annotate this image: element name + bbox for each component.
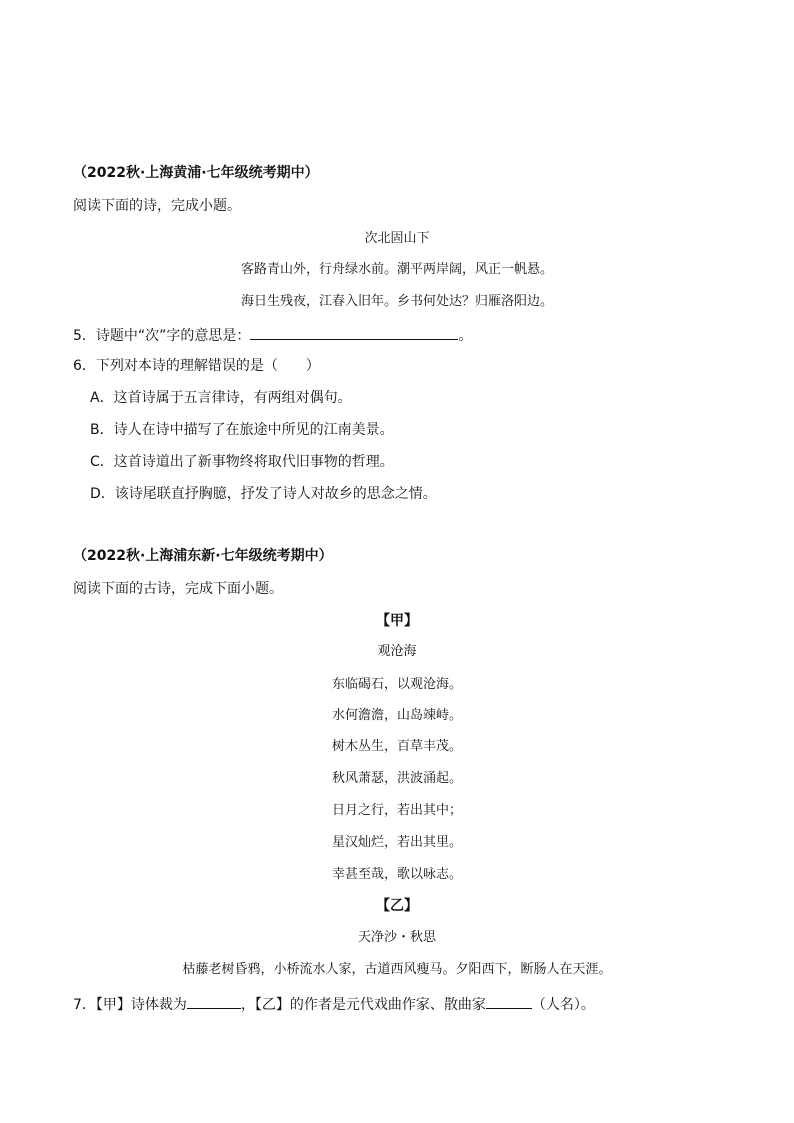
answer-blank[interactable]	[250, 325, 458, 340]
instruction-1: 阅读下面的诗，完成小题。	[73, 198, 241, 214]
question-7-part3: （人名）。	[531, 997, 595, 1013]
option-c[interactable]: C．这首诗道出了新事物终将取代旧事物的哲理。	[90, 454, 394, 470]
option-a[interactable]: A．这首诗属于五言律诗，有两组对偶句。	[90, 390, 352, 406]
poem-label-jia: 【甲】	[376, 613, 418, 629]
poem-line: 秋风萧瑟，洪波涌起。	[331, 771, 462, 786]
question-5-suffix: 。	[458, 328, 473, 344]
poem-line: 客路青山外，行舟绿水前。潮平两岸阔，风正一帆悬。	[240, 262, 553, 277]
question-7	[73, 994, 595, 1014]
source-note-2: （2022秋·上海浦东新·七年级统考期中）	[73, 548, 333, 564]
option-b[interactable]: B．诗人在诗中描写了在旅途中所见的江南美景。	[90, 422, 394, 438]
option-d[interactable]: D．该诗尾联直抒胸臆，抒发了诗人对故乡的思念之情。	[90, 486, 437, 502]
question-7-part2: ，【乙】的作者是元代戏曲作家、散曲家	[240, 997, 486, 1013]
poem-title-1: 次北固山下	[364, 231, 430, 246]
question-5-prefix: 5．诗题中“次”字的意思是：	[73, 328, 251, 344]
answer-blank[interactable]	[187, 994, 241, 1009]
poem-title-yi: 天净沙・秋思	[357, 930, 436, 945]
poem-line: 海日生残夜，江春入旧年。乡书何处达？归雁洛阳边。	[240, 294, 553, 309]
poem-title-jia: 观沧海	[377, 644, 417, 659]
poem-line: 日月之行，若出其中；	[331, 803, 462, 818]
poem-line: 枯藤老树昏鸦，小桥流水人家，古道西风瘦马。夕阳西下，断肠人在天涯。	[182, 962, 612, 977]
poem-line: 树木丛生，百草丰茂。	[331, 739, 462, 754]
question-5	[73, 325, 472, 345]
answer-blank[interactable]	[486, 994, 532, 1009]
question-7-part1: 7．【甲】诗体裁为	[73, 997, 187, 1013]
poem-line: 幸甚至哉，歌以咏志。	[331, 867, 462, 882]
poem-line: 水何澹澹，山岛竦峙。	[331, 708, 462, 723]
source-note-1: （2022秋·上海黄浦·七年级统考期中）	[73, 165, 319, 181]
poem-line: 东临碣石，以观沧海。	[331, 677, 462, 692]
poem-line: 星汉灿烂，若出其里。	[331, 835, 462, 850]
question-6-stem: 6．下列对本诗的理解错误的是（ ）	[73, 358, 320, 374]
instruction-2: 阅读下面的古诗，完成下面小题。	[73, 581, 283, 597]
poem-label-yi: 【乙】	[376, 898, 418, 914]
